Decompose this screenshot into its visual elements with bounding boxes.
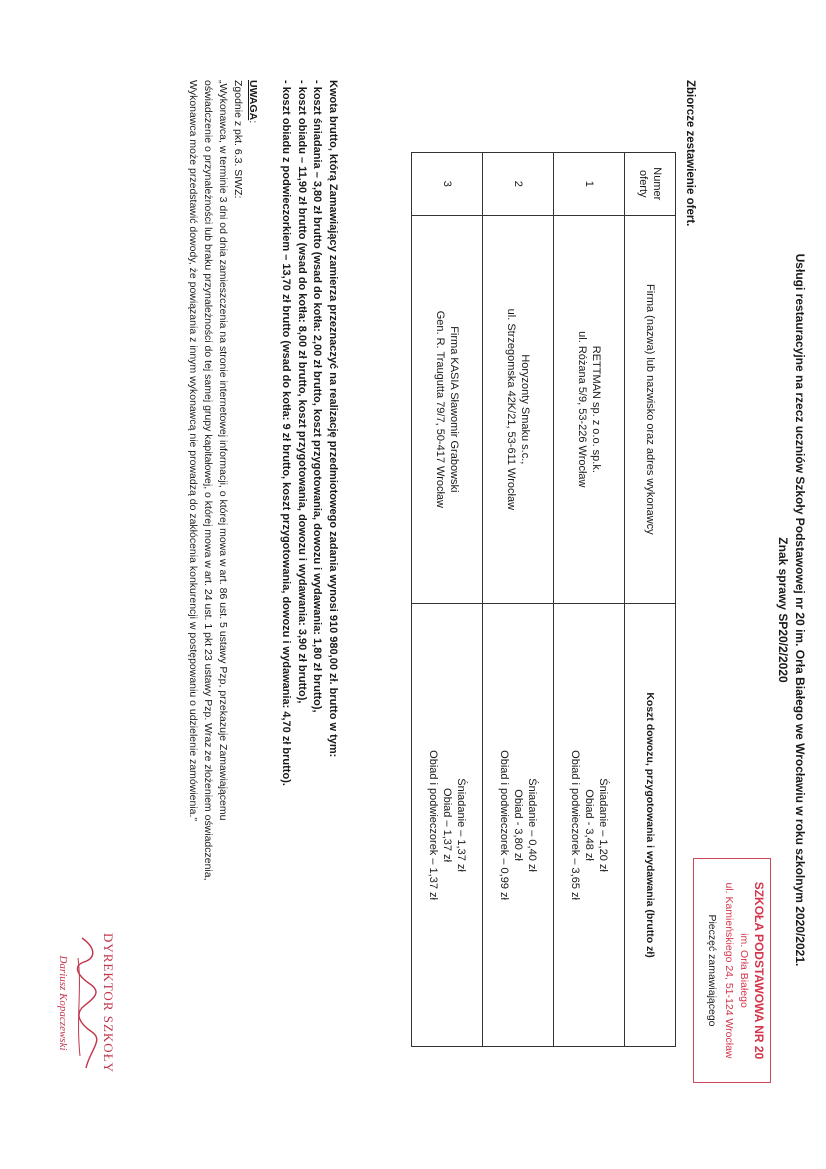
signature-title: DYREKTOR SZKOŁY — [101, 932, 116, 1074]
offer-cost: Śniadanie – 1,20 zł Obiad - 3,48 zł Obiad i podwieczorek – 3,65 zł — [554, 604, 625, 1047]
offer-cost: Śniadanie – 0,40 zł Obiad - 3,80 zł Obiad i podwieczorek – 0,99 zł — [483, 604, 554, 1047]
offer-cost: Śniadanie – 1,37 zł Obiad – 1,37 zł Obiad i podwieczorek – 1,37 zł — [412, 604, 483, 1047]
stamp-patron: im. Orła Białego — [738, 933, 750, 1008]
table-row — [412, 153, 483, 1047]
table-heading: Zbiorcze zestawienie ofert. — [684, 80, 696, 227]
offer-number: 3 — [412, 153, 483, 216]
note-heading-line — [245, 80, 260, 1100]
budget-summary — [278, 80, 340, 786]
summary-item-breakfast: - koszt śniadania – 3,80 zł brutto (wsad do kotła: 2,00 zł brutto, koszt przygotowania, dowozu i wydawania: 1,80 zł brutto), — [311, 80, 324, 713]
offer-firm: RETTMAN sp. z o.o. sp.k. ul. Różana 5/9, 53-226 Wrocław — [554, 215, 625, 604]
note-line: Zgodnie z pkt. 6.3. SIWZ: — [232, 80, 244, 199]
director-signature — [20, 918, 116, 1088]
table-header-row — [625, 153, 676, 1047]
document-title — [774, 200, 808, 1020]
case-number: Znak sprawy SP20/2/2020 — [776, 537, 790, 683]
note-heading: UWAGA — [247, 80, 259, 121]
note-heading-suffix: : — [247, 120, 259, 124]
note-line: Wykonawca może przedstawić dowody, że powiązania z innym wykonawcą nie prowadzą do zakłócenia konkurencji w postępowaniu o udzielenie zamówienia." — [187, 80, 199, 822]
header-firm: Firma (nazwa) lub nazwisko oraz adres wykonawcy — [625, 215, 676, 604]
offer-firm: Horyzonty Smaku s.c., ul. Strzegomska 42K/21, 53-611 Wrocław — [483, 215, 554, 604]
header-cost: Koszt dowozu, przygotowania i wydawania (brutto zł) — [625, 604, 676, 1047]
stamp-caption: Pieczęć zamawiającego — [706, 914, 718, 1027]
header-offer-number: Numer oferty — [625, 153, 676, 216]
summary-intro: Kwota brutto, którą Zamawiający zamierza przeznaczyć na realizację przedmiotowego zadania wynosi 910 980,00 zł. brutto w tym: — [327, 80, 339, 758]
signature-name: Dariusz Kopaczewski — [57, 955, 69, 1051]
offer-firm: Firma KASIA Sławomir Grabowski Gen. R. Traugutta 79/7, 50-417 Wrocław — [412, 215, 483, 604]
handwritten-signature-icon — [74, 928, 100, 1078]
school-stamp — [693, 858, 771, 1083]
table-row — [483, 153, 554, 1047]
note-line: oświadczenie o przynależności lub braku przynależności do tej samej grupy kapitałowej, o której mowa w art. 24 ust. 1 pkt 23 ustawy Pzp. Wraz ze złożeniem oświadczenia, — [202, 80, 214, 881]
summary-item-lunch-snack: - koszt obiadu z podwieczorkiem – 13,70 zł brutto (wsad do kotła: 9 zł brutto, koszt przygotowania, dowozu i wydawania: 4,70 zł brutto). — [280, 80, 293, 786]
note-section — [185, 80, 260, 1100]
note-line: „Wykonawca, w terminie 3 dni od dnia zamieszczenia na stronie internetowej informacji, o której mowa w art. 86 ust. 5 ustawy Pzp, przekazuje Zamawiającemu — [217, 80, 229, 821]
stamp-address: ul. Kamieńskiego 24, 51-124 Wrocław — [723, 882, 735, 1059]
title-line: Usługi restauracyjne na rzecz uczniów Szkoły Podstawowej nr 20 im. Orła Białego we Wrocławiu w roku szkolnym 2020/2021. — [793, 253, 807, 967]
offer-number: 2 — [483, 153, 554, 216]
offers-table — [411, 152, 676, 1047]
table-row — [554, 153, 625, 1047]
summary-item-lunch: - koszt obiadu – 11,90 zł brutto (wsad do kotła: 8,00 zł brutto, koszt przygotowania, dowozu i wydawania: 3,90 zł brutto), — [296, 80, 308, 704]
offer-number: 1 — [554, 153, 625, 216]
stamp-school-name: SZKOŁA PODSTAWOWA NR 20 — [752, 881, 766, 1060]
